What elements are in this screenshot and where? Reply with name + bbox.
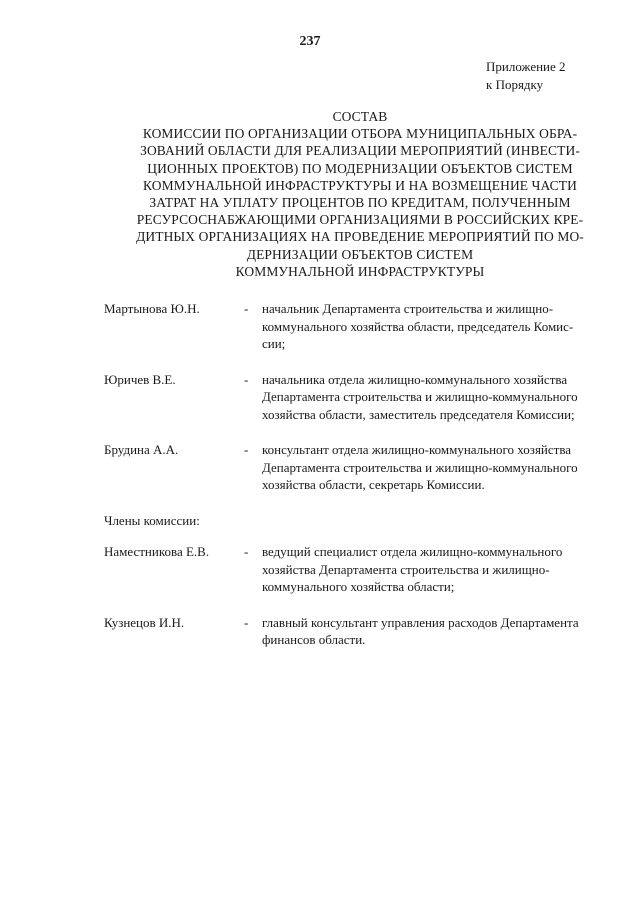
role-line: коммунального хозяйства области; [262, 579, 455, 594]
member-entry [104, 441, 634, 494]
member-name: Брудина А.А. [104, 442, 179, 457]
role-line: Департамента строительства и жилищно-коммунального [262, 389, 578, 404]
role-line: начальника отдела жилищно-коммунального хозяйства [262, 371, 568, 387]
title-line: КОМИССИИ ПО ОРГАНИЗАЦИИ ОТБОРА МУНИЦИПАЛЬНЫХ ОБРА- [142, 126, 578, 142]
title-line: КОММУНАЛЬНОЙ ИНФРАСТРУКТУРЫ И НА ВОЗМЕЩЕНИЕ ЧАСТИ [143, 177, 577, 193]
title-line: ДИТНЫХ ОРГАНИЗАЦИЯХ НА ПРОВЕДЕНИЕ МЕРОПРИЯТИЙ ПО МО- [136, 229, 584, 245]
role-line: ведущий специалист отдела жилищно-коммунального [262, 544, 563, 559]
role-line: Департамента строительства и жилищно-коммунального [262, 459, 578, 475]
appendix-line: к Порядку [486, 77, 544, 92]
appendix-reference [486, 58, 566, 94]
title-line: ЗАТРАТ НА УПЛАТУ ПРОЦЕНТОВ ПО КРЕДИТАМ, ПОЛУЧЕННЫМ [149, 195, 571, 211]
member-entry [104, 371, 634, 424]
member-role [262, 300, 634, 353]
member-entry [104, 300, 634, 353]
member-dash: - [244, 371, 249, 387]
role-line: хозяйства области, заместитель председателя Комиссии; [262, 406, 575, 422]
member-entry [104, 543, 634, 596]
role-line: начальник Департамента строительства и жилищно- [262, 301, 554, 316]
member-dash: - [244, 301, 249, 316]
appendix-line: Приложение 2 [486, 59, 566, 74]
role-line: консультант отдела жилищно-коммунального хозяйства [262, 442, 572, 457]
role-line: хозяйства области, секретарь Комиссии. [262, 477, 485, 492]
role-line: коммунального хозяйства области, председатель Комис- [262, 318, 574, 334]
member-name: Кузнецов И.Н. [104, 614, 185, 630]
commission-list [104, 300, 634, 667]
role-line: финансов области. [262, 632, 366, 647]
role-line: главный консультант управления расходов Департамента [262, 614, 579, 630]
role-line: сии; [262, 336, 286, 351]
member-dash: - [244, 544, 249, 559]
member-dash: - [244, 614, 249, 630]
member-role [262, 614, 634, 649]
member-name: Наместникова Е.В. [104, 544, 210, 559]
member-role [262, 441, 634, 494]
member-entry [104, 614, 634, 649]
title-line: ДЕРНИЗАЦИИ ОБЪЕКТОВ СИСТЕМ [246, 246, 474, 262]
title-line: ЦИОННЫХ ПРОЕКТОВ) ПО МОДЕРНИЗАЦИИ ОБЪЕКТОВ СИСТЕМ [147, 160, 573, 176]
title-line: РЕСУРСОСНАБЖАЮЩИМИ ОРГАНИЗАЦИЯМИ В РОССИЙСКИХ КРЕ- [136, 212, 584, 228]
title-line: ЗОВАНИЙ ОБЛАСТИ ДЛЯ РЕАЛИЗАЦИИ МЕРОПРИЯТИЙ (ИНВЕСТИ- [140, 143, 580, 159]
title-heading: СОСТАВ [332, 109, 388, 124]
page-number: 237 [299, 34, 321, 49]
members-section-label: Члены комиссии: [104, 512, 200, 528]
member-role [262, 371, 634, 424]
title-line: КОММУНАЛЬНОЙ ИНФРАСТРУКТУРЫ [235, 263, 485, 279]
role-line: хозяйства Департамента строительства и жилищно- [262, 561, 550, 577]
member-role [262, 543, 634, 596]
member-name: Мартынова Ю.Н. [104, 301, 200, 316]
document-title [100, 108, 620, 280]
member-dash: - [244, 442, 249, 457]
member-name: Юричев В.Е. [104, 371, 176, 387]
